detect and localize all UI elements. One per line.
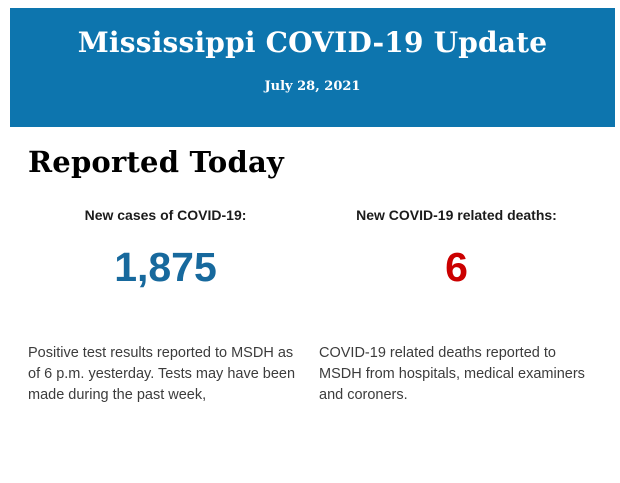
- section-title: Reported Today: [28, 145, 284, 179]
- stat-new-cases: [28, 207, 303, 406]
- new-deaths-description: COVID-19 related deaths reported to MSDH from hospitals, medical examiners and coroners.: [319, 345, 585, 403]
- new-deaths-value: 6: [445, 244, 468, 290]
- new-cases-value: 1,875: [114, 244, 217, 290]
- new-cases-description: Positive test results reported to MSDH as of 6 p.m. yesterday. Tests may have been made during the past week,: [28, 345, 296, 403]
- new-deaths-label: New COVID-19 related deaths:: [356, 207, 557, 223]
- header-banner: [10, 8, 615, 127]
- stat-new-deaths: [319, 207, 594, 406]
- new-cases-label: New cases of COVID-19:: [84, 207, 247, 223]
- header-date: July 28, 2021: [264, 79, 361, 94]
- report-section: [0, 127, 620, 406]
- page-title: Mississippi COVID-19 Update: [77, 26, 548, 59]
- stats-row: [28, 207, 594, 406]
